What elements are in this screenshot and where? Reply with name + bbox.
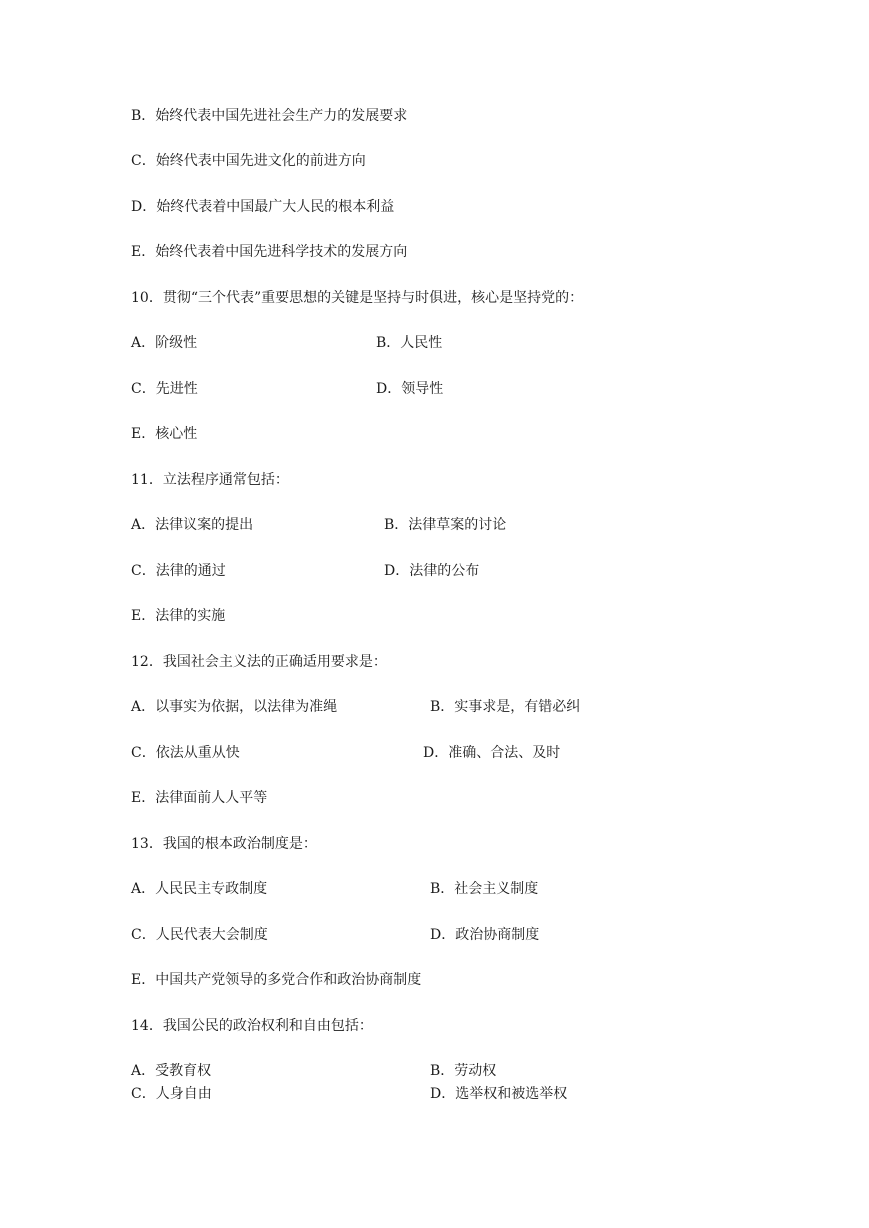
q10-stem: 10．贯彻“三个代表”重要思想的关键是坚持与时俱进，核心是坚持党的：: [131, 290, 584, 306]
q9-option-e: E．始终代表着中国先进科学技术的发展方向: [131, 244, 408, 260]
q10-option-d: D．领导性: [376, 381, 444, 397]
q14-stem: 14．我国公民的政治权利和自由包括：: [131, 1018, 373, 1034]
q12-option-d: D．准确、合法、及时: [423, 745, 561, 761]
q14-option-b: B．劳动权: [430, 1063, 497, 1079]
q10-option-a: A．阶级性: [131, 335, 198, 351]
q14-option-c: C．人身自由: [131, 1086, 212, 1102]
q10-option-b: B．人民性: [376, 335, 443, 351]
q12-stem: 12．我国社会主义法的正确适用要求是：: [131, 654, 387, 670]
q9-option-c: C．始终代表中国先进文化的前进方向: [131, 153, 366, 169]
q14-option-a: A．受教育权: [131, 1063, 212, 1079]
q13-option-c: C．人民代表大会制度: [131, 927, 268, 943]
q9-option-d: D．始终代表着中国最广大人民的根本利益: [131, 199, 395, 215]
q9-option-b: B．始终代表中国先进社会生产力的发展要求: [131, 108, 408, 124]
q11-stem: 11．立法程序通常包括：: [131, 472, 289, 488]
q11-option-b: B．法律草案的讨论: [384, 517, 507, 533]
q11-option-e: E．法律的实施: [131, 608, 226, 624]
q13-option-a: A．人民民主专政制度: [131, 881, 268, 897]
q11-option-a: A．法律议案的提出: [131, 517, 254, 533]
q12-option-b: B．实事求是，有错必纠: [430, 699, 581, 715]
q13-option-b: B．社会主义制度: [430, 881, 539, 897]
q12-option-e: E．法律面前人人平等: [131, 790, 268, 806]
q10-option-c: C．先进性: [131, 381, 198, 397]
q13-stem: 13．我国的根本政治制度是：: [131, 836, 317, 852]
q12-option-c: C．依法从重从快: [131, 745, 240, 761]
q12-option-a: A．以事实为依据，以法律为准绳: [131, 699, 338, 715]
q11-option-d: D．法律的公布: [384, 563, 480, 579]
q14-option-d: D．选举权和被选举权: [430, 1086, 568, 1102]
q11-option-c: C．法律的通过: [131, 563, 226, 579]
q13-option-e: E．中国共产党领导的多党合作和政治协商制度: [131, 972, 422, 988]
q13-option-d: D．政治协商制度: [430, 927, 540, 943]
q10-option-e: E．核心性: [131, 426, 198, 442]
